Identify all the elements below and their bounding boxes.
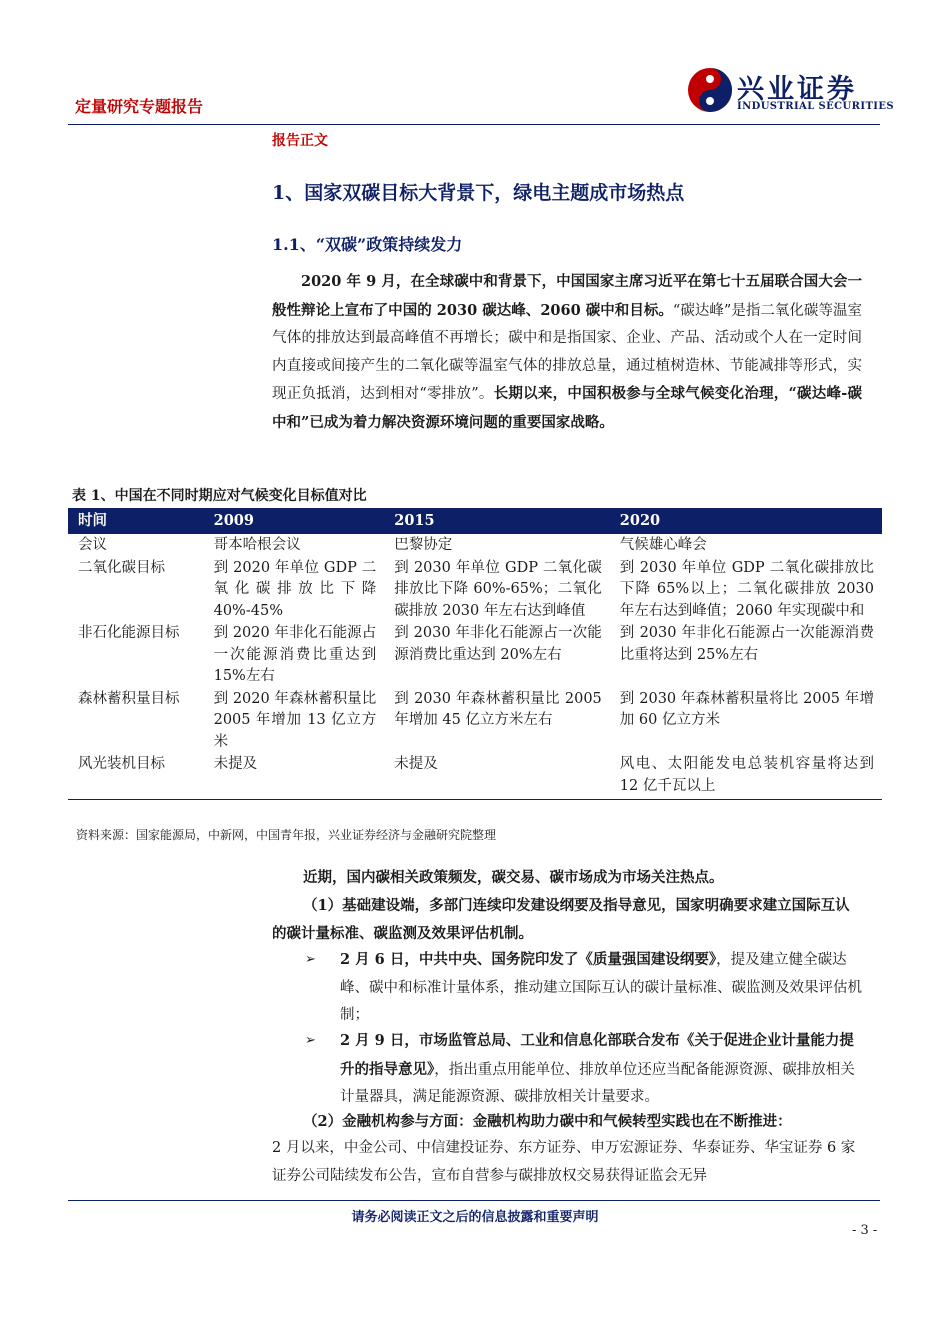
table-header-row xyxy=(68,508,882,534)
table-header-cell: 2020 xyxy=(610,508,882,534)
heading-1: 1、国家双碳目标大背景下，绿电主题成市场热点 xyxy=(272,182,685,204)
table-cell: 到 2020 年非化石能源占一次能源消费比重达到 15%左右 xyxy=(213,625,377,684)
bullet-bold: 2 月 9 日，市场监管总局、工业和信息化部联合发布《关于促进企业计量能力提升的指导意见》 xyxy=(340,1032,854,1078)
table-cell: 会议 xyxy=(78,537,107,553)
table-row xyxy=(68,622,882,688)
footer-divider xyxy=(68,1200,880,1201)
table-cell: 到 2030 年非化石能源占一次能源消费比重将达到 25%左右 xyxy=(619,625,874,663)
table-cell: 到 2030 年森林蓄积量比 2005 年增加 45 亿立方米左右 xyxy=(394,690,602,728)
table-cell: 气候雄心峰会 xyxy=(619,537,707,553)
intro-bold-1: 2020 年 9 月，在全球碳中和背景下，中国国家主席习近平在第七十五届联合国大会一般性辩论上宣布了中国的 2030 碳达峰、2060 碳中和目标。 xyxy=(272,273,862,319)
table-cell: 哥本哈根会议 xyxy=(213,537,301,553)
table-cell: 到 2020 年单位 GDP 二氧化碳排放比下降 40%-45% xyxy=(213,559,377,619)
table-title: 表 1、中国在不同时期应对气候变化目标值对比 xyxy=(72,488,367,504)
logo-english-name: INDUSTRIAL SECURITIES xyxy=(737,101,895,112)
finance-paragraph: 2 月以来，中金公司、中信建投证券、东方证券、申万宏源证券、华泰证券、华宝证券 6 家证券公司陆续发布公告，宣布自营参与碳排放权交易获得证监会无异 xyxy=(272,1140,856,1184)
table-header-cell: 2015 xyxy=(384,508,610,534)
table-row xyxy=(68,534,882,557)
table-source-note: 资料来源：国家能源局，中新网，中国青年报，兴业证券经济与金融研究院整理 xyxy=(76,828,497,842)
table-cell: 森林蓄积量目标 xyxy=(78,690,180,707)
policy-paragraph: 近期，国内碳相关政策频发，碳交易、碳市场成为市场关注热点。 xyxy=(303,869,724,886)
table-cell: 到 2030 年单位 GDP 二氧化碳排放比下降 60%-65%；二氧化碳排放 2030 年左右达到峰值 xyxy=(394,559,602,619)
table-cell: 巴黎协定 xyxy=(394,537,453,553)
heading-2: 1.1、“双碳”政策持续发力 xyxy=(272,235,463,254)
intro-bold-2: 长期以来，中国积极参与全球气候变化治理，“碳达峰-碳中和”已成为着力解决资源环境问题的重要国家战略。 xyxy=(272,385,862,431)
bullet-bold: 2 月 6 日，中共中央、国务院印发了《质量强国建设纲要》 xyxy=(340,951,717,968)
table-row xyxy=(68,753,882,800)
table-cell: 风光装机目标 xyxy=(68,753,204,800)
table-cell: 二氧化碳目标 xyxy=(78,559,165,576)
bullet-arrow-icon: ➢ xyxy=(305,952,316,967)
table-header-cell: 2009 xyxy=(204,508,385,534)
table-row xyxy=(68,557,882,623)
table-cell: 未提及 xyxy=(384,753,610,800)
table-cell: 到 2020 年森林蓄积量比 2005 年增加 13 亿立方米 xyxy=(213,690,377,750)
finance-heading-paragraph: （2）金融机构参与方面：金融机构助力碳中和气候转型实践也在不断推进： xyxy=(303,1113,792,1130)
report-type-title: 定量研究专题报告 xyxy=(75,97,204,116)
intro-paragraph xyxy=(272,268,862,437)
logo-chinese-name: 兴业证券 xyxy=(737,74,857,105)
table-cell: 未提及 xyxy=(204,753,385,800)
climate-targets-table xyxy=(68,508,882,800)
bullet-arrow-icon: ➢ xyxy=(305,1033,316,1048)
page-number: - 3 - xyxy=(852,1223,878,1238)
table-cell: 到 2030 年单位 GDP 二氧化碳排放比下降 65%以上；二氧化碳排放 2030 年左右达到峰值；2060 年实现碳中和 xyxy=(619,559,874,619)
bullet-item xyxy=(340,946,862,1030)
table-cell: 到 2030 年非化石能源占一次能源消费比重达到 20%左右 xyxy=(394,625,602,663)
table-row xyxy=(68,688,882,754)
bullet-item xyxy=(340,1027,862,1112)
bullet-text: ，指出重点用能单位、排放单位还应当配备能源资源、碳排放相关计量器具，满足能源资源、碳排放相关计量要求。 xyxy=(340,1061,855,1105)
table-cell: 风电、太阳能发电总装机容量将达到 12 亿千瓦以上 xyxy=(610,753,882,800)
disclosure-note: 请务必阅读正文之后的信息披露和重要声明 xyxy=(351,1210,599,1225)
table-cell: 到 2030 年森林蓄积量将比 2005 年增加 60 亿立方米 xyxy=(619,690,874,728)
table-header-cell: 时间 xyxy=(68,508,204,534)
header-divider xyxy=(68,124,880,125)
company-logo-icon xyxy=(686,66,734,114)
infrastructure-paragraph xyxy=(272,892,862,947)
bullet-text: ，提及建立健全碳达峰、碳中和标准计量体系，推动建立国际互认的碳计量标准、碳监测及效果评估机制； xyxy=(340,952,862,1023)
infrastructure-text: （1）基础建设端，多部门连续印发建设纲要及指导意见，国家明确要求建立国际互认的碳计量标准、碳监测及效果评估机制。 xyxy=(272,897,850,942)
table-cell: 非石化能源目标 xyxy=(78,625,180,641)
section-label: 报告正文 xyxy=(272,133,328,149)
intro-normal: “碳达峰”是指二氧化碳等温室气体的排放达到最高峰值不再增长；碳中和是指国家、企业、产品、活动或个人在一定时间内直接或间接产生的二氧化碳等温室气体的排放总量，通过植树造林、节能减排等形式，实现正负抵消，达到相对“零排放”。 xyxy=(272,302,863,402)
